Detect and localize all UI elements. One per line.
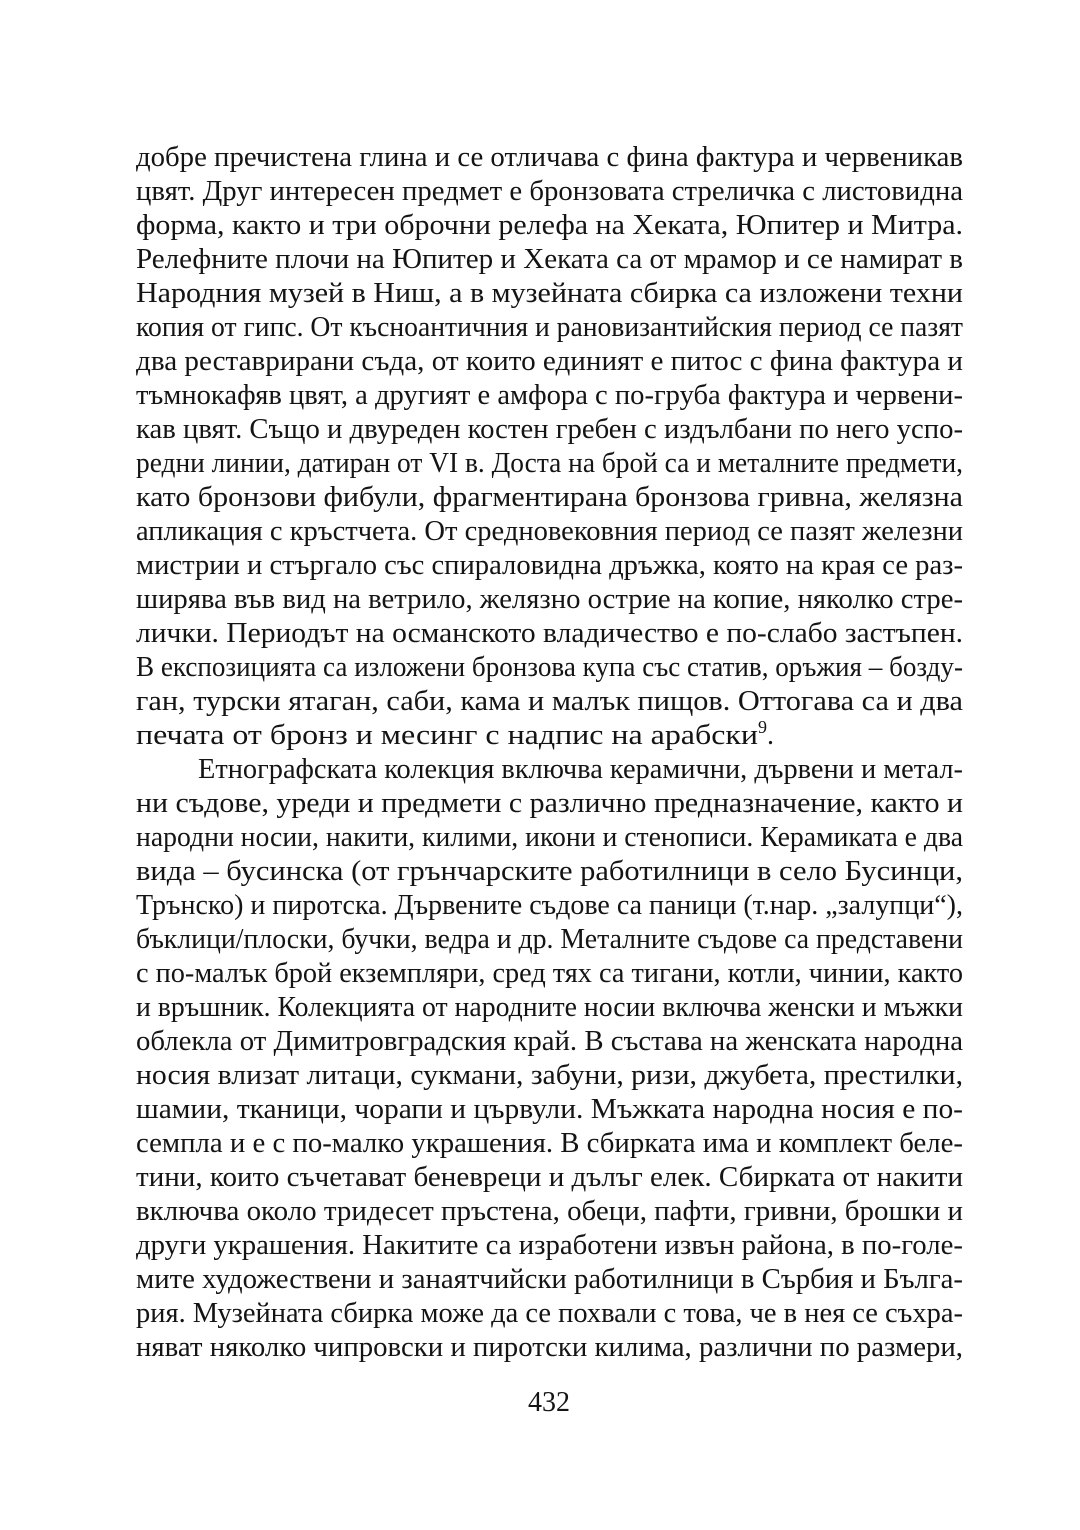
text-line: Народния музей в Ниш, а в музейната сбирка са изложени техни xyxy=(136,278,964,309)
text-line: ган, турски ятаган, саби, кама и малък пищов. Оттогава са и два xyxy=(136,686,964,717)
text-line: форма, както и три оброчни релефа на Хеката, Юпитер и Митра. xyxy=(136,210,963,241)
text-line: облекла от Димитровградския край. В състава на женската народна xyxy=(136,1026,964,1057)
text-line: Трънско) и пиротска. Дървените съдове са паници (т.нар. „залупци“), xyxy=(136,890,963,921)
text-line: кав цвят. Също и двуреден костен гребен с издълбани по него успо- xyxy=(136,414,964,445)
text-line-with-footnote xyxy=(136,717,774,751)
text-line: с по-малък брой екземпляри, сред тях са тигани, котли, чинии, както xyxy=(136,958,963,989)
text-line: ширява във вид на ветрило, желязно острие на копие, няколко стре- xyxy=(136,584,963,615)
text-line: носия влизат литаци, сукмани, забуни, ризи, джубета, престилки, xyxy=(136,1060,964,1091)
text-line: семпла и е с по-малко украшения. В сбирката има и комплект беле- xyxy=(136,1128,963,1159)
text-line: два реставрирани съда, от които единият е питос с фина фактура и xyxy=(136,346,964,377)
text-line: бъклици/плоски, бучки, ведра и др. Металните съдове са представени xyxy=(136,924,964,955)
page-number: 432 xyxy=(528,1387,570,1418)
footnote-marker-superscript: 9 xyxy=(758,717,767,737)
text-line: няват няколко чипровски и пиротски килима, различни по размери, xyxy=(136,1332,964,1363)
text-line: мистрии и стъргало със спираловидна дръжка, която на края се раз- xyxy=(136,550,963,581)
text-line: народни носии, накити, килими, икони и стенописи. Керамиката е два xyxy=(136,822,964,853)
text-line: тъмнокафяв цвят, а другият е амфора с по-груба фактура и червени- xyxy=(136,380,963,411)
text-line: шамии, тканици, чорапи и цървули. Мъжката народна носия е по- xyxy=(136,1094,963,1125)
text-line-indented: Етнографската колекция включва керамични, дървени и метал- xyxy=(198,754,963,785)
text-line: Релефните плочи на Юпитер и Хеката са от мрамор и се намират в xyxy=(136,244,964,275)
text-line: вида – бусинска (от грънчарските работилници в село Бусинци, xyxy=(136,856,963,887)
text-line: цвят. Друг интересен предмет е бронзовата стреличка с листовидна xyxy=(136,176,964,207)
text-line: рия. Музейната сбирка може да се похвали с това, че в нея се съхра- xyxy=(136,1298,963,1329)
text-line: редни линии, датиран от VI в. Доста на брой са и металните предмети, xyxy=(136,448,963,479)
text-line: тини, които съчетават беневреци и дълъг елек. Сбирката от накити xyxy=(136,1162,964,1193)
text-line: други украшения. Накитите са изработени извън района, в по-голе- xyxy=(136,1230,963,1261)
text-line: копия от гипс. От късноантичния и рановизантийския период се пазят xyxy=(136,312,963,343)
text-line: В експозицията са изложени бронзова купа със статив, оръжия – бозду- xyxy=(136,652,963,683)
sentence-period: . xyxy=(767,720,774,751)
text-line: апликация с кръстчета. От средновековния период се пазят железни xyxy=(136,516,964,547)
text-line: мите художествени и занаятчийски работилници в Сърбия и Бълга- xyxy=(136,1264,963,1295)
text-line: като бронзови фибули, фрагментирана бронзова гривна, желязна xyxy=(136,482,964,513)
text-line-fragment: печата от бронз и месинг с надпис на арабски xyxy=(136,720,759,751)
text-line: включва около тридесет пръстена, обеци, пафти, гривни, брошки и xyxy=(136,1196,964,1227)
text-line: и връшник. Колекцията от народните носии включва женски и мъжки xyxy=(136,992,964,1023)
text-line: лички. Периодът на османското владичество е по-слабо застъпен. xyxy=(136,618,963,649)
text-line: ни съдове, уреди и предмети с различно предназначение, както и xyxy=(136,788,964,819)
text-line: добре пречистена глина и се отличава с фина фактура и червеникав xyxy=(136,142,964,173)
